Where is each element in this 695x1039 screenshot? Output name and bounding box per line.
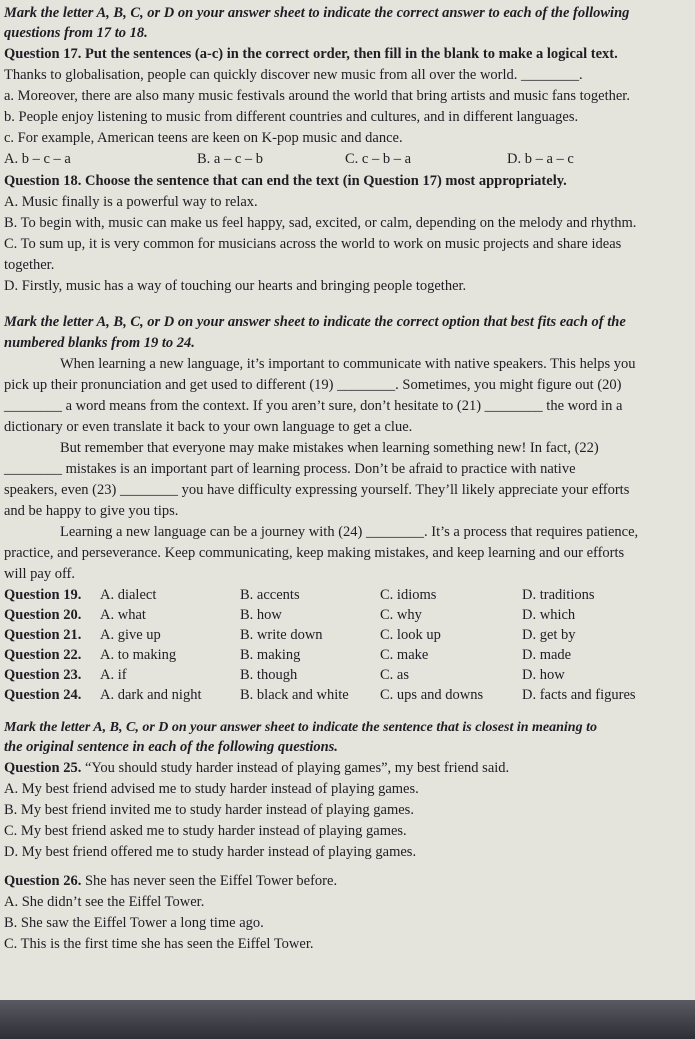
q20-option-b[interactable]: B. how	[240, 607, 282, 623]
q22-option-b[interactable]: B. making	[240, 647, 301, 663]
q25-heading	[4, 759, 690, 778]
q17-intro: Thanks to globalisation, people can quickly discover new music from all over the world. ________.	[4, 67, 583, 83]
q24-option-b[interactable]: B. black and white	[240, 687, 349, 703]
q18-option-c[interactable]: C. To sum up, it is very common for musicians across the world to work on music projects and share ideas	[4, 236, 622, 252]
passage-p2-line3: speakers, even (23) ________ you have difficulty expressing yourself. They’ll likely appreciate your efforts	[4, 482, 630, 498]
q20-option-d[interactable]: D. which	[522, 607, 576, 623]
q25-prompt: “You should study harder instead of playing games”, my best friend said.	[84, 760, 510, 776]
q20-label: Question 20.	[4, 607, 82, 623]
q19-option-b[interactable]: B. accents	[240, 587, 300, 603]
q23-option-d[interactable]: D. how	[522, 667, 565, 683]
q24-label: Question 24.	[4, 687, 82, 703]
q18-option-c-cont: together.	[4, 257, 55, 273]
q17-option-b[interactable]: B. a – c – b	[197, 151, 264, 167]
q18-option-a[interactable]: A. Music finally is a powerful way to relax.	[4, 194, 258, 210]
q18-heading	[4, 172, 690, 191]
q17-option-a[interactable]: A. b – c – a	[4, 151, 71, 167]
q22-option-c[interactable]: C. make	[380, 647, 429, 663]
q21-option-d[interactable]: D. get by	[522, 627, 576, 643]
q18-option-d[interactable]: D. Firstly, music has a way of touching our hearts and bringing people together.	[4, 278, 467, 294]
passage-p1-line1: When learning a new language, it’s important to communicate with native speakers. This helps you	[60, 356, 636, 372]
q17-sentence-c: c. For example, American teens are keen on K-pop music and dance.	[4, 130, 403, 146]
q19-option-a[interactable]: A. dialect	[100, 587, 157, 603]
q25-option-a[interactable]: A. My best friend advised me to study harder instead of playing games.	[4, 781, 419, 797]
q23-option-b[interactable]: B. though	[240, 667, 298, 683]
passage-p1-line2: pick up their pronunciation and get used to different (19) ________. Sometimes, you might figure out (20)	[4, 377, 622, 393]
q26-label: Question 26.	[4, 873, 82, 889]
passage-p1-line3: ________ a word means from the context. If you aren’t sure, don’t hesitate to (21) ________ the word in a	[4, 398, 623, 414]
section2-instruction: Mark the letter A, B, C, or D on your answer sheet to indicate the correct option that best fits each of the	[4, 314, 626, 330]
q19-label: Question 19.	[4, 587, 82, 603]
q26-option-c[interactable]: C. This is the first time she has seen the Eiffel Tower.	[4, 936, 314, 952]
q22-label: Question 22.	[4, 647, 82, 663]
q22-option-a[interactable]: A. to making	[100, 647, 177, 663]
q26-option-b[interactable]: B. She saw the Eiffel Tower a long time ago.	[4, 915, 264, 931]
section3-instruction-cont: the original sentence in each of the following questions.	[4, 739, 338, 755]
q26-heading	[4, 872, 690, 891]
q24-option-a[interactable]: A. dark and night	[100, 687, 202, 703]
q21-option-c[interactable]: C. look up	[380, 627, 441, 643]
q26-prompt: She has never seen the Eiffel Tower before.	[84, 873, 338, 889]
q17-prompt: Put the sentences (a-c) in the correct order, then fill in the blank to make a logical text.	[84, 46, 618, 62]
q21-option-b[interactable]: B. write down	[240, 627, 323, 643]
q17-heading	[4, 45, 690, 64]
q18-prompt: Choose the sentence that can end the text (in Question 17) most appropriately.	[84, 173, 567, 189]
section2-instruction-cont: numbered blanks from 19 to 24.	[4, 335, 195, 351]
q23-label: Question 23.	[4, 667, 82, 683]
section1-instruction-cont: questions from 17 to 18.	[4, 25, 148, 41]
q17-option-c[interactable]: C. c – b – a	[345, 151, 412, 167]
q23-option-a[interactable]: A. if	[100, 667, 127, 683]
passage-p2-line4: and be happy to give you tips.	[4, 503, 179, 519]
q18-option-b[interactable]: B. To begin with, music can make us feel happy, sad, excited, or calm, depending on the melody and rhythm.	[4, 215, 637, 231]
q25-option-c[interactable]: C. My best friend asked me to study harder instead of playing games.	[4, 823, 407, 839]
passage-p1-line4: dictionary or even translate it back to your own language to get a clue.	[4, 419, 413, 435]
q19-option-c[interactable]: C. idioms	[380, 587, 437, 603]
q22-option-d[interactable]: D. made	[522, 647, 572, 663]
q25-option-d[interactable]: D. My best friend offered me to study harder instead of playing games.	[4, 844, 417, 860]
q25-option-b[interactable]: B. My best friend invited me to study harder instead of playing games.	[4, 802, 414, 818]
passage-p3-line2: practice, and perseverance. Keep communicating, keep making mistakes, and keep learning and our efforts	[4, 545, 625, 561]
q23-option-c[interactable]: C. as	[380, 667, 409, 683]
passage-p3-line1: Learning a new language can be a journey with (24) ________. It’s a process that requires patience,	[60, 524, 639, 540]
q17-label: Question 17.	[4, 46, 82, 62]
passage-p2-line2: ________ mistakes is an important part of learning process. Don’t be afraid to practice with native	[4, 461, 576, 477]
q18-label: Question 18.	[4, 173, 82, 189]
q26-option-a[interactable]: A. She didn’t see the Eiffel Tower.	[4, 894, 205, 910]
section3-instruction: Mark the letter A, B, C, or D on your answer sheet to indicate the sentence that is closest in meaning to	[4, 720, 597, 735]
photo-shadow-edge	[0, 1000, 695, 1039]
passage-p3-line3: will pay off.	[4, 566, 76, 582]
q25-label: Question 25.	[4, 760, 82, 776]
q17-option-d[interactable]: D. b – a – c	[507, 151, 574, 167]
q21-label: Question 21.	[4, 627, 82, 643]
q19-option-d[interactable]: D. traditions	[522, 587, 595, 603]
q24-option-d[interactable]: D. facts and figures	[522, 687, 636, 703]
q20-option-c[interactable]: C. why	[380, 607, 422, 623]
q20-option-a[interactable]: A. what	[100, 607, 146, 623]
q17-sentence-b: b. People enjoy listening to music from different countries and cultures, and in different languages.	[4, 109, 579, 125]
q24-option-c[interactable]: C. ups and downs	[380, 687, 484, 703]
q21-option-a[interactable]: A. give up	[100, 627, 161, 643]
section1-instruction: Mark the letter A, B, C, or D on your answer sheet to indicate the correct answer to each of the following	[4, 5, 630, 21]
q17-sentence-a: a. Moreover, there are also many music festivals around the world that bring artists and music fans together.	[4, 88, 630, 104]
passage-p2-line1: But remember that everyone may make mistakes when learning something new! In fact, (22)	[60, 440, 599, 456]
